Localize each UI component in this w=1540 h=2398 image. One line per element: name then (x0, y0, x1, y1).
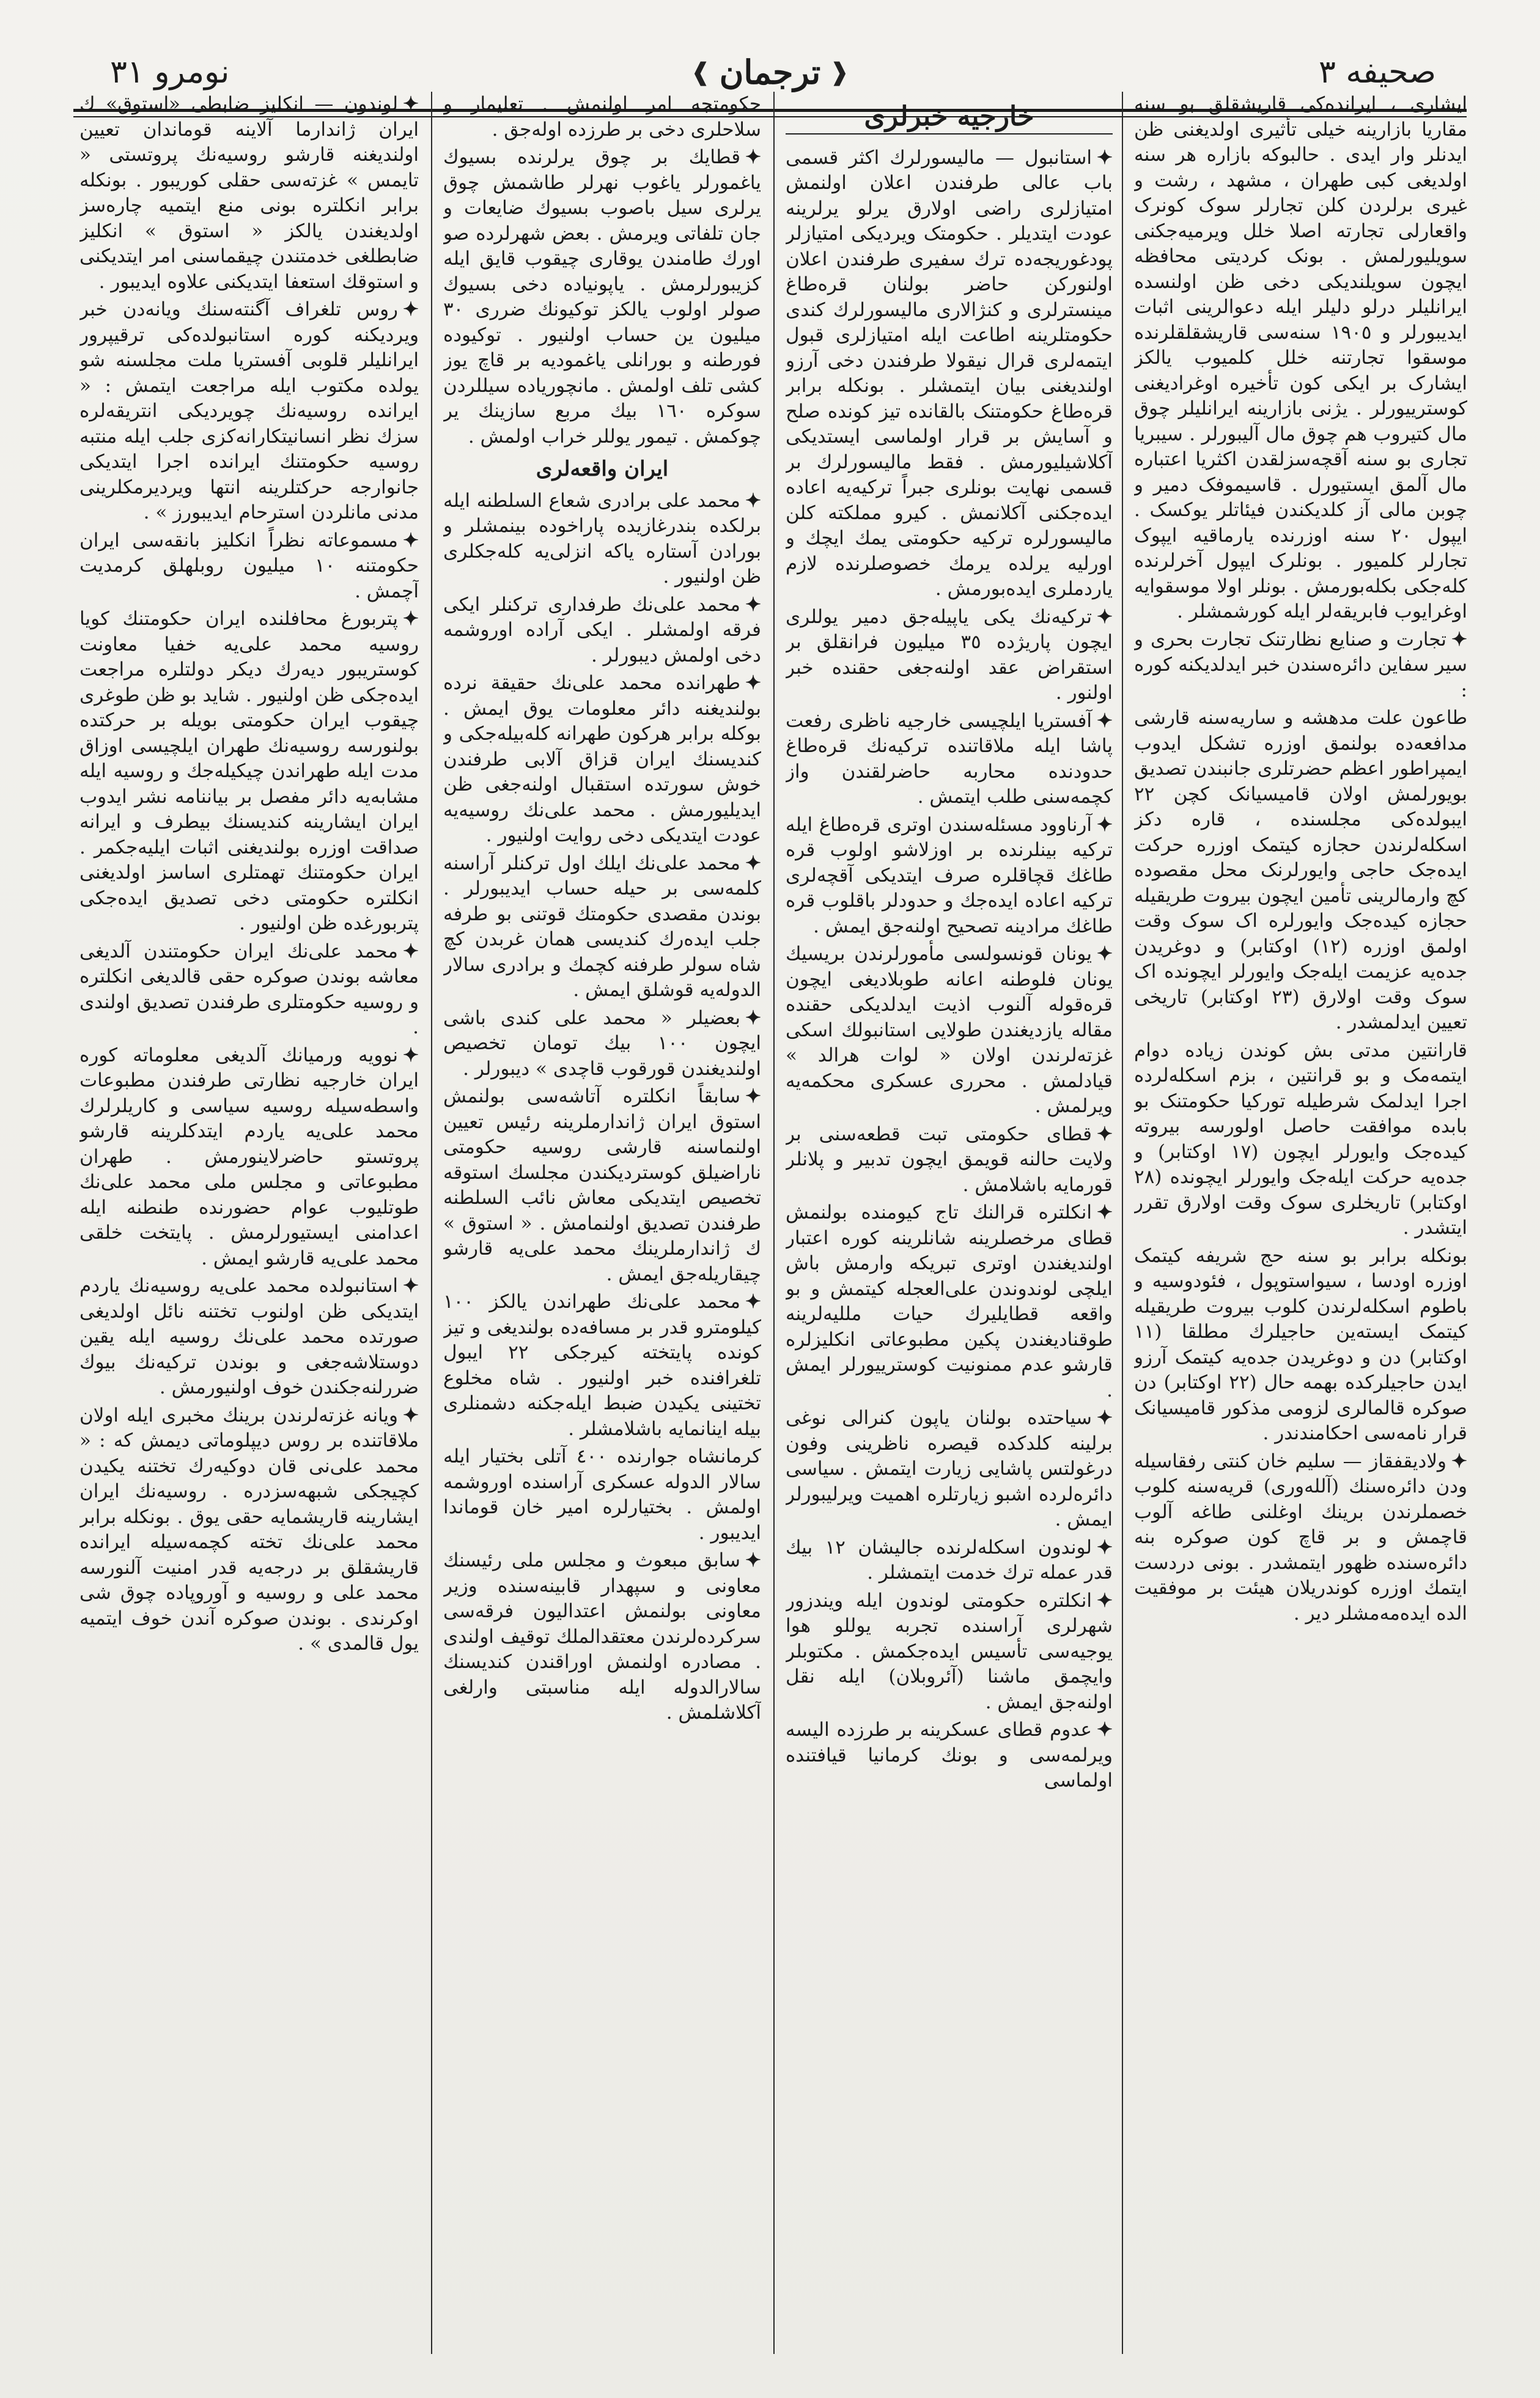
ornament-left-icon: ❰ (690, 58, 711, 86)
diamond-bullet-icon: ✦ (745, 489, 761, 512)
col2-paragraph: ✦لوندون اسکله‌لرنده جالیشان ١٢ بیك قدر عمله ترك خدمت ایتمشلر . (786, 1536, 1113, 1584)
col3-paragraph: حکومتجه امر اولنمش . تعلیمار و سلاحلری دخی بر طرزده اوله‌جق . (443, 93, 761, 141)
diamond-bullet-icon: ✦ (403, 608, 419, 630)
diamond-bullet-icon: ✦ (1097, 605, 1113, 628)
col4-paragraph: ✦محمد علی‌نك ایران حکومتندن آلدیغی معاشه بوندن صوکره حقی قالدیغی انکلتره و روسیه حکومتلری طرفندن تصدیق اولندی . (79, 940, 419, 1038)
diamond-bullet-icon: ✦ (1097, 943, 1113, 965)
diamond-bullet-icon: ✦ (403, 298, 419, 320)
diamond-bullet-icon: ✦ (403, 1275, 419, 1297)
col3-paragraph: ✦محمد علی‌نك طرفداری ترکنلر ایکی فرقه اولمشلر . ایکی آراده اوروشمه دخی اولمش دیبورلر . (443, 593, 761, 666)
col3-paragraph: ✦سابقاً انکلتره آتاشه‌سی بولنمش استوق ایران ژاندارملرینه رئیس تعیین اولنماسنه قارشی روسیه حکومتی ناراضیلق کوسترد‌یکندن مجلسك استوقه تخصیص ایتدیکی معاش نائب السلطنه طرفندن تصدیق اولنمامش . « استوق » ك ژاندارملرینك محمد علی‌یه قارشو چیقاریله‌جق ایمش . (443, 1085, 761, 1285)
col4-paragraph: ✦پتربورغ محافلنده ایران حکومتنك کویا روسیه محمد علی‌یه خفیا معاونت کوستریبور دیەرك دیکر دولتلره مراجعت ایده‌جکی ظن اولنیور . شاید بو ظن طوغری چیقوب ایران حکومتی بویله بر حرکتده بولنورسه روسیه‌نك طهران ایلچیسی اوزاق مدت ایله طهراندن چیکیله‌جك و روسیه ایله مشابه‌یه دائر مفصل بر بیاننامه نشر ایدوب ایران ایشارینه کندیسنك بیطرف و ایرانه صداقت اوزره بولندیغنی اثبات ایلیه‌جکمر . ایران حکومتنك تهمتلری اساسز اولدیغنی انکلتره حکومتی دخی تصدیق ایده‌جکی پتربورغده ظن اولنیور . (79, 608, 419, 934)
column-1 (1134, 92, 1467, 2354)
diamond-bullet-icon: ✦ (1097, 1201, 1113, 1223)
diamond-bullet-icon: ✦ (1097, 709, 1113, 732)
col1-paragraph: طاعون علت مدهشه و ساریه‌سنه قارشی مدافعه‌ده بولنمق اوزره تشکل ایدوب ایمپراطور اعظم حضرتلری جانبندن تصدیق بویورلمش اولان قامیسیانک کچن ٢٢ ایبولده‌کی مجلسنده ، قاره دکز اسکله‌لرندن حجازه کیتمک اوزره حرکت ایده‌جک حاجی وایورلرنک محل مقصوده کچ وارمالرینی تأمین ایچون بیروت طریقیله حجازه کیده‌جک وایورلره اک سوک وقت اولمق اوزره (١٢) اوکتابر) و دوغریدن جده‌یه عزیمت ایله‌جک وایورلر ایچونده اک سوک وقت اولارق (٢٣ اوکتابر) تاریخی تعیین ایدلمشدر . (1134, 707, 1467, 1033)
col3-paragraph: ✦سابق مبعوث و مجلس ملی رئیسنك معاونی و سپهدار قابینه‌سنده وزیر معاونی بولنمش اعتدالیون فرقه‌سی سرکرده‌لرندن معتقد‌الملك توقیف اولندی . مصادره اولنمش اوراقندن کندیسنك سالارالدوله ایله مناسبتی وارلغی آکلاشلمش . (443, 1549, 761, 1724)
ornament-right-icon: ❱ (829, 58, 850, 86)
paper-title-box (691, 48, 850, 97)
col4-paragraph: ✦مسموعاته نظراً انکلیز بانقه‌سی ایران حکومتنه ١٠ میلیون روبلهلق کرمدیت آچمش . (79, 529, 419, 602)
col3-paragraph: ✦محمد علی برادری شعاع السلطنه ایله برلکده بندرغازیده پاراخوده بینمشلر و بورادن آستاره یاکه انزلی‌یه کله‌جکلری ظن اولنیور . (443, 489, 761, 588)
paper-title: ترجمان (719, 53, 821, 92)
col4-paragraph: ✦نوویه ورمیانك آلدیغی معلوماته کوره ایران خارجیه نظارتی طرفندن مطبوعات واسطه‌سیله روسیه سیاسی و کاریلرلرك محمد علی‌یه یاردم ایتدکلرینه قارشو پروتستو حاضرلاینورمش . طهران مطبوعاتی و مجلس ملی محمد علی‌نك طوتلیوب عوام حضورنده طنطنه ایله اعدامنی ایستیورلرمش . پایتخت خلقی محمد علی‌یه قارشو ایمش . (79, 1044, 419, 1269)
section-heading-foreign-news: خارجیه خبرلری (786, 104, 1113, 135)
col2-paragraph: ✦قطای حکومتی تبت قطعه‌سنی بر ولایت حالنه قویمق ایچون تدبیر و پلانلر قورمایه باشلامش . (786, 1123, 1113, 1196)
col3-paragraph: ✦محمد علی‌نك ایلك اول ترکنلر آراسنه کلمه‌سی بر حیله حساب ایدیبورلر . بوندن مقصدی حکومتك قوتنی بو طرفه جلب ایدەرك کندیسی همان غربدن کچ شاه سولر طرفنه کچمك و برادری سالار الدوله‌یه قوشلق ایمش . (443, 852, 761, 1001)
col2-paragraph: ✦آرناوود مسئله‌سندن اوتری قره‌طاغ ایله ترکیه بینلرنده بر اوزلاشو اولوب قره طاغك قچاقلره صرف ایتدیکی آقچه‌لری ترکیه اعاده ایده‌جك و حدودلر باقلوب قره طاغك مرادینه تصحیح اولنه‌جق ایمش . (786, 813, 1113, 937)
diamond-bullet-icon: ✦ (745, 1085, 761, 1107)
col3-paragraph: کرمانشاه جوارنده ٤٠٠ آتلی بختیار ایله سالار الدوله عسکری آراسنده اوروشمه اولمش . بختیارلره امیر خان قوماندا ایدیبور . (443, 1445, 761, 1544)
col2-paragraph: ✦ترکیه‌نك یکی یاپیله‌جق دمیر یوللری ایچون پاریژده ٣٥ میلیون فرانقلق بر استقراض عقد اولنه‌جغی حقنده خبر اولنور . (786, 605, 1113, 704)
diamond-bullet-icon: ✦ (403, 1404, 419, 1426)
diamond-bullet-icon: ✦ (403, 93, 419, 115)
col1-paragraph: قارانتین مدتی بش کوندن زیاده دوام ایتمه‌مک و بو قرانتین ، بزم اسکله‌لرده اجرا ایدلمک شرطیله توركیا حکومتنک بو بابده موافقت حاصل اولورسه بیروته کیده‌جک وایورلر ایچون (١٧ اوکتابر) و جده‌یه حرکت ایله‌جک وایورلر ایچونده (٢٨ اوکتابر) تاریخلری سوک وقت اولارق تقرر ایتشدر . (1134, 1039, 1467, 1239)
diamond-bullet-icon: ✦ (1451, 1450, 1467, 1472)
col2-paragraph: ✦سیاحتده بولنان یاپون کنرالی نوغی برلینه کلدکده قیصره ناظرینی وفون درغولتس پاشایی زیارت ایتمش . سیاسی دائره‌لرده اشبو زیارتلره اهمیت ویرلیبورلر ایمش . (786, 1407, 1113, 1530)
col2-paragraph: ✦عدوم قطای عسکرینه بر طرزده الیسه ویرلمه‌سی و بونك کرمانیا قیافتنده اولماسی (786, 1719, 1113, 1791)
column-2 (786, 92, 1113, 2354)
diamond-bullet-icon: ✦ (745, 1549, 761, 1571)
col4-paragraph: ✦ویانه غزته‌لرندن برینك مخبری ایله اولان ملاقاتنده بر روس دیپلوماتی دیمش که : « محمد علی‌نی قان دوکیه‌رك تختنه یکیدن کچیجکی شبهه‌سزدره . روسیه‌نك ایران ایشارینه قاریشمایه حقی یوق . بونکله برابر محمد علی‌نك تخته کچمه‌سیله ایرانده قاریشقلق بر درجه‌یه قدر امنیت آلنورسه محمد علی و روسیه و آوروپاده چوق شی اوکرندی . بوندن صوکره آندن خوف ایتمیه یول قالمدی » . (79, 1404, 419, 1655)
col3-paragraph: ✦قطایك بر چوق یرلرنده بسیوك یاغمورلر یاغوب نهرلر طاشمش چوق یرلری سیل باصوب بسیوك ضایعات و جان تلفاتی ویرمش . بعض شهرلرده صو اورك طامندن یوقاری چیقوب قایق ایله کزیبورلرمش . یاپونیاده دخی بسیوك صولر اولوب یالکز توکیونك ضرری ٣٠ میلیون ین حساب اولنیور . توکیوده فورطنه و بورانلی یاغمودیه بر قاچ یوز کشی تلف اولمش . مانچوریاده سیللردن سوکره ١٦٠ بیك مربع سازینك یر چوکمش . تیمور یوللر خراب اولمش . (443, 146, 761, 448)
col3-paragraph: ✦محمد علی‌نك طهراندن یالکز ١٠٠ کیلومترو قدر بر مسافه‌ده بولندیغی و تیز کونده پایتخته کیرجکی ٢٢ ایبول تلغرافنده خبر اولنیور . شاه مخلوع تختینی یکیدن ضبط ایله‌جکنه دشمنلری بیله اینانمایه باشلامشلر . (443, 1291, 761, 1440)
diamond-bullet-icon: ✦ (745, 593, 761, 616)
diamond-bullet-icon: ✦ (1097, 1536, 1113, 1559)
diamond-bullet-icon: ✦ (1097, 1589, 1113, 1612)
col2-paragraph: ✦آفستریا ایلچیسی خارجیه ناظری رفعت پاشا ایله ملاقاتنده ترکیه‌نك قره‌طاغ حدودنده محاربه حاضرلقندن واز کچمه‌سنی طلب ایتمش . (786, 709, 1113, 808)
diamond-bullet-icon: ✦ (745, 1006, 761, 1029)
column-divider (1122, 92, 1123, 2354)
col4-paragraph: ✦لوندون — انکلیز ضابطی «استوق» ك ایران ژاندارما آلاینه قوماندان تعیین اولندیغنه قارشو روسیه‌نك پروتستی « تایمس » غزته‌سی حقلی کوریبور . بونکله برابر انکلتره بونی منع ایتمیه چاره‌سز اولدیغندن یالکز « استوق » انکلیز ضابطلغی خدمتندن چیقماسنی امر ایتدیکنی و استوقك استعفا ایتدیکنی علاوه ایدیبور . (79, 93, 419, 293)
diamond-bullet-icon: ✦ (1097, 1407, 1113, 1429)
col4-paragraph: ✦روس تلغراف آگنته‌سنك ویانه‌دن خبر ویردیکنه کوره استانبولده‌کی ترقیپرور ایرانلیلر قلوبی آفستریا ملت مجلسنه شو یولده مکتوب ایله مراجعت ایتمش : « ایرانده روسیه‌نك چویردیکی انتریقه‌لره سزك نظر انسانیتکارانه‌کزی جلب ایله منتبه روسیه حکومتنك ایرانده اجرا ایتدیکی جانوارجه حرکتلرینه انتها ویردیرمکلرینی مدنی مانلردن استرحام ایدیبورز » . (79, 298, 419, 523)
col3-paragraph: ✦بعضیلر « محمد علی کندی باشی ایچون ١٠٠ بیك تومان تخصیص اولندیغندن قورقوب قاچدی » دیبورلر . (443, 1006, 761, 1080)
col3-paragraph: ✦طهرانده محمد علی‌نك حقیقة نرده بولندیغنه دائر معلومات یوق ایمش . بوکله برابر هرکون طهرانه کله‌بیله‌جکی و کندیسنك ایران قزاق آلابی طرفندن خوش سورتده استقبال اولنه‌جغی ظن ایدیلیورمش . محمد علی‌نك روسیه‌یه عودت ایتدیکی دخی روایت اولنیور . (443, 672, 761, 846)
diamond-bullet-icon: ✦ (745, 672, 761, 694)
col1-paragraph: ایشاری ، ایرانده‌کی قاریشقلق بو سنه مقاریا بازارینه خیلی تأثیری اولدیغنی ظن ایدنلر وار ایدی . حالبوکه بازاره هر سنه اولدیغی کبی طهران ، مشهد ، رشت و غیری برلردن کلن تجارلر سوک کونرک واقعارلی تجارته اصلا خلل ویرمیه‌جکنی سویلیورلمش . بونک کردیتی محافظه ایچون سویلندیکی دخی ظن اولنسده ایرانلیلر درلو دلیلر ایله دعوالرینی اثبات ایدیبورلر و ١٩٠٥ سنه‌سی قاریشقلقلرنده موسقوا تجارتنه خلل کلمیوب یالکز ایشارک بر ایکی کون تأخیره اوغرادیغنی کوسترییورلر . یژنی بازارینه ایرانلیلر چوق مال کتیروب هم چوق مال آلیبورلر . سیبریا تجاری بو سنه آقچه‌سزلقدن اکثریا اعتباره مال آلمق ایستیورل . قاسیموفک دمیر و چوبن مالی آز کلدیکندن فیئاتلر یوکسک . ایپول ٢٠ سنه اوزرنده یارماقیه ایپوک تجارلر کلمیور . بونلرک ایپول آخرلرنده کله‌جکی بکله‌بورمش . بونلر اولا موسقوایه اوغرایوب فابریقه‌لر ایله کورشمشلر . (1134, 93, 1467, 622)
diamond-bullet-icon: ✦ (1451, 628, 1467, 651)
diamond-bullet-icon: ✦ (403, 940, 419, 962)
col2-paragraph: ✦استانبول — مالیسورلرك اكثر قسمی باب عالی طرفندن اعلان اولنمش امتیازلری راضی اولارق یرلو یرلرینه عودت ایتدیلر . حکومتک ویردیکی امتیازلر پودغوریجه‌ده ترك سفیری طرفندن اعلان اولنورکن حاضر بولنان قره‌طاغ مینسترلری و کنژالاری مالیسورلرك کندی حکومتلرینه اطاعت ایله امتیازلری قبول ایتمه‌لری قرال نیقولا طرفندن دخی آرزو اولندیغنی بیان ایتمشلر . بونکله برابر قره‌طاغ حکومتنک بالقانده تیز کونده صلح و آسایش بر قرار اولماسی ایستدیکی آکلاشیلیورمش . فقط مالیسورلرك بر قسمی نهایت بونلری جبراً ترکیه‌یه اعاده ایدەجکنی آکلانمش . کیرو مملکته کلن مالیسورلره ترکیه حکومتی یمك ایچك و اورلیه یرلده یرمك خصوصلرنده لازم یاردملری ایده‌بورمش . (786, 146, 1113, 600)
column-3 (443, 92, 761, 2354)
col1-paragraph: بونکله برابر بو سنه حج شریفه کیتمک اوزره اودسا ، سیواستوپول ، فئودوسیه و باطوم اسکله‌لرندن کلوب بیروت طریقیله کیتمک ایستەین حاجیلرك مطلقا (١١ اوکتابر) دن و دوغریدن جده‌یه کیتمک آرزو ایدن حاجیلرکده بهمه حال (٢٢ اوکتابر) دن صوکره قالمالری لزومی مذکور قامیسیانک قرار نامه‌سی احکامندندر . (1134, 1244, 1467, 1444)
diamond-bullet-icon: ✦ (1097, 1719, 1113, 1741)
diamond-bullet-icon: ✦ (745, 146, 761, 168)
col2-paragraph: ✦انکلتره حکومتی لوندون ایله ویندزور شهرلری آراسنده تجربه یوللو هوا یوجیه‌سی تأسیس ایده‌جکمش . مکتوبلر وایچمق ماشنا (آئروبلان) ایله نقل اولنه‌جق ایمش . (786, 1589, 1113, 1713)
diamond-bullet-icon: ✦ (745, 852, 761, 874)
page-number: صحیفه ٣ (1318, 54, 1436, 90)
col2-paragraph: ✦یونان قونسولسی مأمورلرندن بریسیك یونان فلوطنه اعانه طوبلادیغی ایچون قره‌قوله آلنوب اذیت ایدلدیکی حقنده مقاله یازدیغندن طولایی استانبولك اسکی غزته‌لرندن اولان « لوات هرالد » قیادلمش . محرری عسکری محکمه‌یه ویرلمش . (786, 943, 1113, 1117)
diamond-bullet-icon: ✦ (403, 1044, 419, 1066)
column-divider (773, 92, 775, 2354)
col1-paragraph: ✦تجارت و صنایع نظارتنک تجارت بحری و سیر سفاین دائره‌سندن خبر ایدلدیکنه کوره : (1134, 628, 1467, 701)
col4-paragraph: ✦استانبولده محمد علی‌یه روسیه‌نك یاردم ایتدیکی ظن اولنوب تختنه نائل اولدیغی صورتده محمد علی‌نك روسیه ایله یقین دوستلاشه‌جغی و بوندن ترکیه‌نك بیوك ضررلنه‌جکندن خوف اولنیورمش . (79, 1275, 419, 1398)
col1-paragraph: ✦ولادیقفقاز — سلیم خان کنتی رفقاسیله ودن دائره‌سنك (آلله‌وری) قریه‌سنه کلوب خصملرندن برینك اوغلنی طاغه آلوب قاچمش و بر قاچ کون صوکره بنه دائره‌سنده ظهور ایتمشدر . بونی دردست ایتمك اوزره کوندریلان هیئت بر موفقیت الده ایده‌مه‌مشلر دیر . (1134, 1450, 1467, 1625)
col2-paragraph: ✦انکلتره قرالنك تاج کیومنده بولنمش قطای مرخصلرینه شانلرینه کوره اعتبار اولندیغندن اوتری تبریکه وارمش باش ایلچی لوندوندن علی‌العجله کیتمش و بو واقعه قطایلیرك حیات مللیه‌لرینه طوقنادیغندن پکین مطبوعاتی انکلیزلره قارشو عدم ممنونیت کوسترییورلر ایمش . (786, 1201, 1113, 1401)
column-4 (79, 92, 419, 2354)
subheading-iran-events: ایران واقعه‌لری (536, 457, 669, 481)
diamond-bullet-icon: ✦ (403, 529, 419, 552)
diamond-bullet-icon: ✦ (745, 1291, 761, 1313)
column-divider (431, 92, 432, 2354)
columns-area (79, 92, 1467, 2354)
diamond-bullet-icon: ✦ (1097, 1123, 1113, 1145)
diamond-bullet-icon: ✦ (1097, 813, 1113, 836)
diamond-bullet-icon: ✦ (1097, 146, 1113, 169)
issue-number: نومرو ٣١ (110, 54, 230, 90)
